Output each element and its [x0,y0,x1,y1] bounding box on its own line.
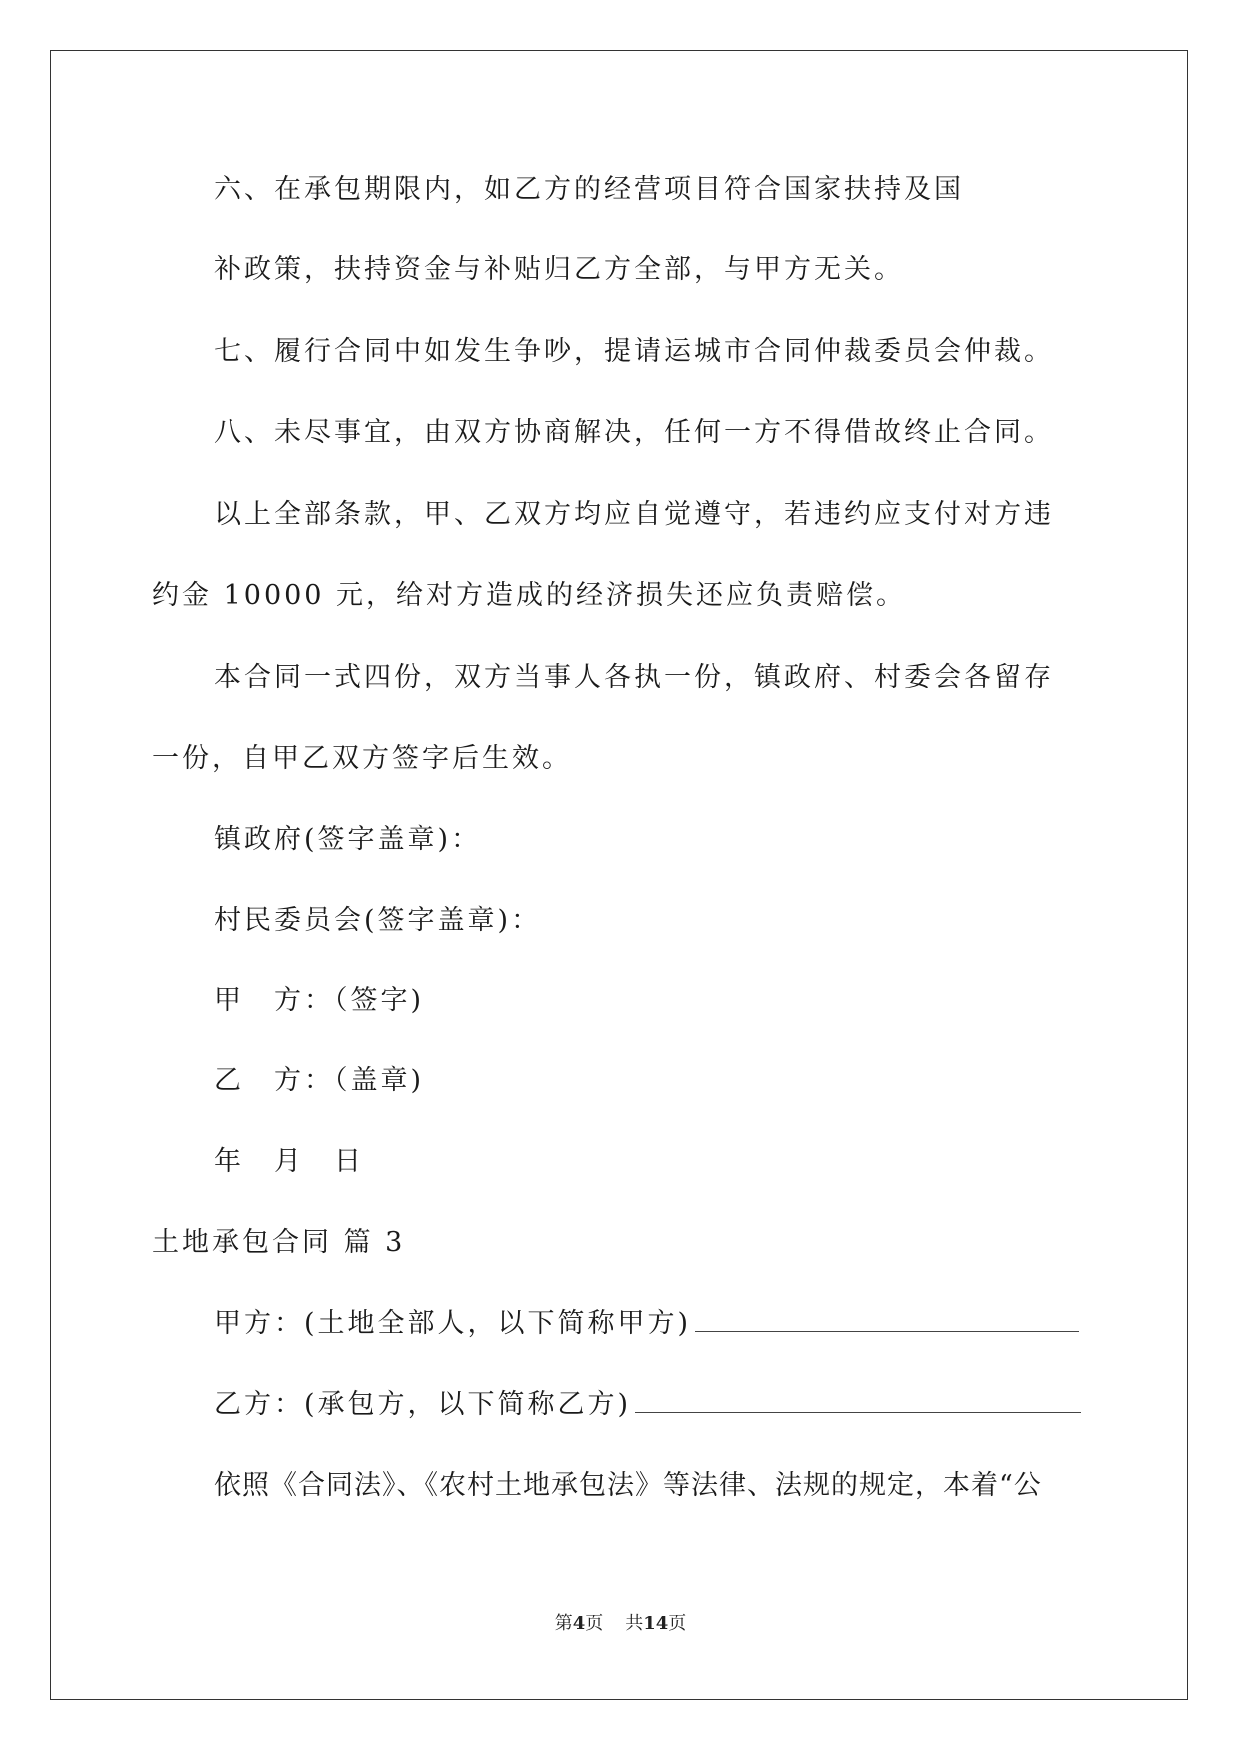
party-a-line [214,1306,1079,1342]
clause-six-line-1: 六、在承包期限内，如乙方的经营项目符合国家扶持及国 [214,174,964,205]
clause-seven: 七、履行合同中如发生争吵，提请运城市合同仲裁委员会仲裁。 [214,336,1054,367]
legal-basis-paragraph: 依照《合同法》、《农村土地承包法》等法律、法规的规定，本着“公 [214,1470,1042,1501]
party-b-blank [635,1388,1081,1413]
page-prefix: 第 [554,1613,573,1634]
party-b-line [214,1387,1081,1423]
date-line: 年 月 日 [214,1146,364,1177]
total-prefix: 共 [625,1613,644,1634]
penalty-paragraph-line-1: 以上全部条款，甲、乙双方均应自觉遵守，若违约应支付对方违 [214,499,1054,530]
party-b-label: 乙方：(承包方，以下简称乙方) [214,1389,632,1420]
village-committee-signature: 村民委员会(签字盖章)： [214,905,542,936]
copies-paragraph-line-2: 一份，自甲乙双方签字后生效。 [152,743,572,774]
current-page-number: 4 [572,1613,586,1634]
party-b-seal: 乙 方：（盖章) [214,1065,425,1096]
party-a-label: 甲方：(土地全部人，以下简称甲方) [214,1308,692,1339]
penalty-paragraph-line-2: 约金 10000 元，给对方造成的经济损失还应负责赔偿。 [152,580,907,611]
clause-eight: 八、未尽事宜，由双方协商解决，任何一方不得借故终止合同。 [214,417,1054,448]
party-a-signature: 甲 方：（签字) [214,985,425,1016]
page-suffix: 页 [585,1613,604,1634]
township-signature: 镇政府(签字盖章)： [214,824,482,855]
copies-paragraph-line-1: 本合同一式四份，双方当事人各执一份，镇政府、村委会各留存 [214,662,1054,693]
page-border [50,50,1188,1700]
total-page-count: 14 [643,1613,669,1634]
section-heading: 土地承包合同 篇 3 [152,1227,406,1258]
page-footer [0,1612,1241,1636]
clause-six-line-2: 补政策，扶持资金与补贴归乙方全部，与甲方无关。 [214,254,904,285]
party-a-blank [695,1307,1079,1332]
total-suffix: 页 [668,1613,687,1634]
